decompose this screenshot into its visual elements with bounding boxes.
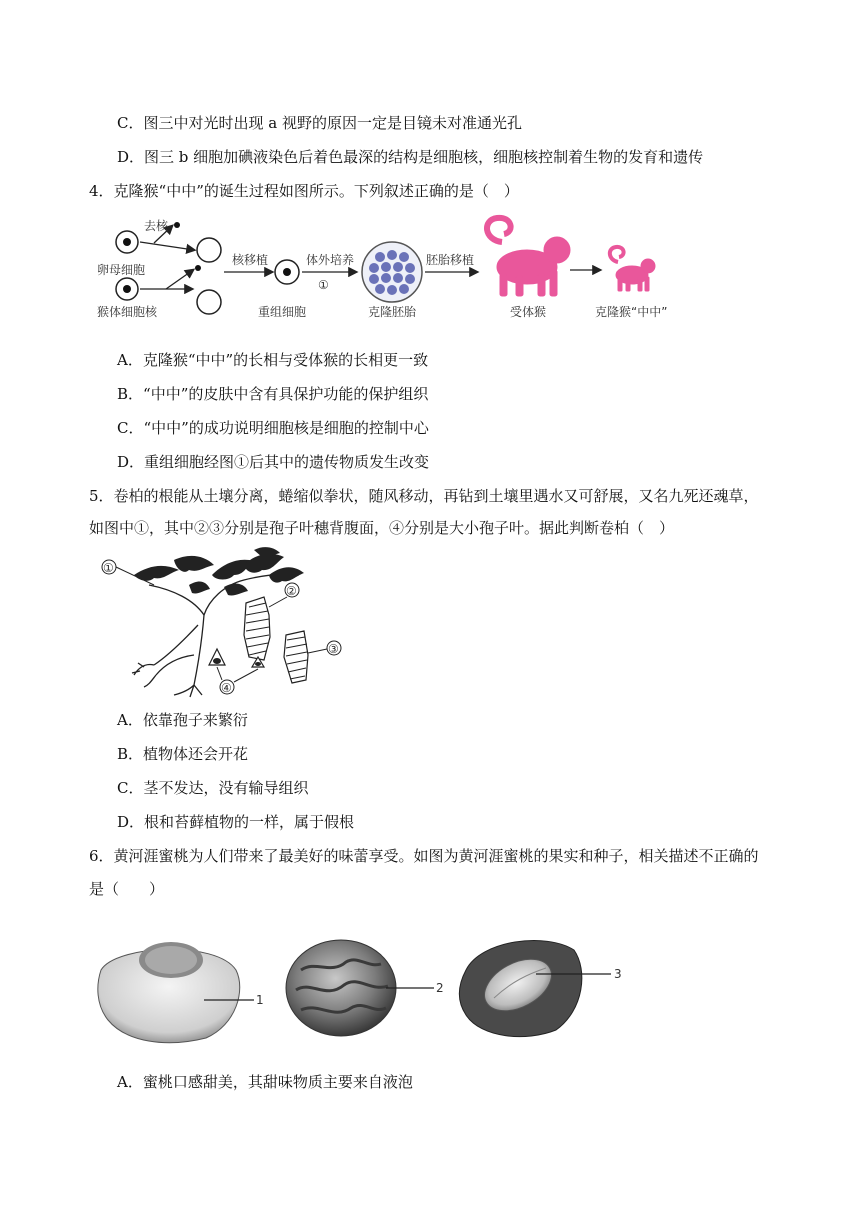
fig-label-3: 3 bbox=[614, 967, 622, 981]
label-3: ③ bbox=[328, 642, 339, 656]
peach-seed-icon bbox=[459, 940, 582, 1036]
surrogate-monkey-icon bbox=[487, 218, 570, 296]
recombined-cell-icon bbox=[275, 260, 299, 284]
selaginella-plant-icon bbox=[132, 574, 299, 697]
q5-option-c: C．茎不发达，没有输导组织 bbox=[117, 779, 309, 797]
label-2: ② bbox=[286, 584, 297, 598]
empty-cell-icon bbox=[197, 290, 221, 314]
label-4: ④ bbox=[221, 681, 232, 695]
label-egg: 卵母细胞 bbox=[97, 263, 146, 277]
peach-pit-icon bbox=[286, 940, 396, 1036]
label-culture: 体外培养 bbox=[306, 253, 355, 267]
q3-option-d: D．图三 b 细胞加碘液染色后着色最深的结构是细胞核，细胞核控制着生物的发育和遗传 bbox=[117, 148, 704, 166]
q6-option-a: A．蜜桃口感甜美，其甜味物质主要来自液泡 bbox=[117, 1073, 413, 1091]
q3-option-c: C．图三中对光时出现 a 视野的原因一定是目镜未对准通光孔 bbox=[117, 114, 522, 132]
q5-selaginella-figure bbox=[94, 545, 354, 700]
q6-stem-line1: 6．黄河涯蜜桃为人们带来了最美好的味蕾享受。如图为黄河涯蜜桃的果实和种子，相关描述不正确的 bbox=[89, 847, 759, 865]
label-embryo-transfer: 胚胎移植 bbox=[426, 253, 475, 267]
label-remove: 去核 bbox=[144, 219, 169, 233]
foliage-icon bbox=[134, 547, 304, 595]
q6-stem-line2: 是（ ） bbox=[89, 880, 165, 898]
spike-ventral-icon bbox=[284, 631, 308, 683]
egg-cell-icon bbox=[116, 231, 138, 253]
label-step1: ① bbox=[318, 278, 329, 292]
embryo-icon bbox=[362, 242, 422, 302]
q4-clone-figure bbox=[92, 212, 692, 327]
label-1: ① bbox=[103, 561, 114, 575]
label-transfer: 核移植 bbox=[232, 253, 269, 267]
q4-option-d: D．重组细胞经图①后其中的遗传物质发生改变 bbox=[117, 453, 430, 471]
label-somatic: 猴体细胞核 bbox=[97, 305, 158, 319]
q4-option-c: C．“中中”的成功说明细胞核是细胞的控制中心 bbox=[117, 419, 429, 437]
q5-stem-line2: 如图中①，其中②③分别是孢子叶穗背腹面，④分别是大小孢子叶。据此判断卷柏（ ） bbox=[89, 519, 675, 537]
label-surrogate: 受体猴 bbox=[510, 305, 547, 319]
q5-option-a: A．依靠孢子来繁衍 bbox=[117, 711, 248, 729]
somatic-cell-icon bbox=[116, 278, 138, 300]
q4-option-a: A．克隆猴“中中”的长相与受体猴的长相更一致 bbox=[117, 351, 429, 369]
fig-label-1: 1 bbox=[256, 993, 264, 1007]
label-clone: 克隆猴“中中” bbox=[595, 305, 668, 319]
q4-option-b: B．“中中”的皮肤中含有具保护功能的保护组织 bbox=[117, 385, 429, 403]
clone-monkey-icon bbox=[610, 247, 655, 291]
label-recombined: 重组细胞 bbox=[258, 305, 307, 319]
q6-peach-figure bbox=[96, 930, 656, 1045]
fig-label-2: 2 bbox=[436, 981, 444, 995]
q5-option-d: D．根和苔藓植物的一样，属于假根 bbox=[117, 813, 355, 831]
peach-half-icon bbox=[98, 942, 240, 1043]
label-embryo: 克隆胚胎 bbox=[368, 305, 417, 319]
enucleated-egg-icon bbox=[197, 238, 221, 262]
q4-stem: 4．克隆猴“中中”的诞生过程如图所示。下列叙述正确的是（ ） bbox=[89, 182, 519, 200]
q5-option-b: B．植物体还会开花 bbox=[117, 745, 249, 763]
q5-stem-line1: 5．卷柏的根能从土壤分离，蜷缩似拳状，随风移动，再钻到土壤里遇水又可舒展，又名九死还魂草， bbox=[89, 487, 759, 505]
spike-dorsal-icon bbox=[244, 597, 270, 660]
